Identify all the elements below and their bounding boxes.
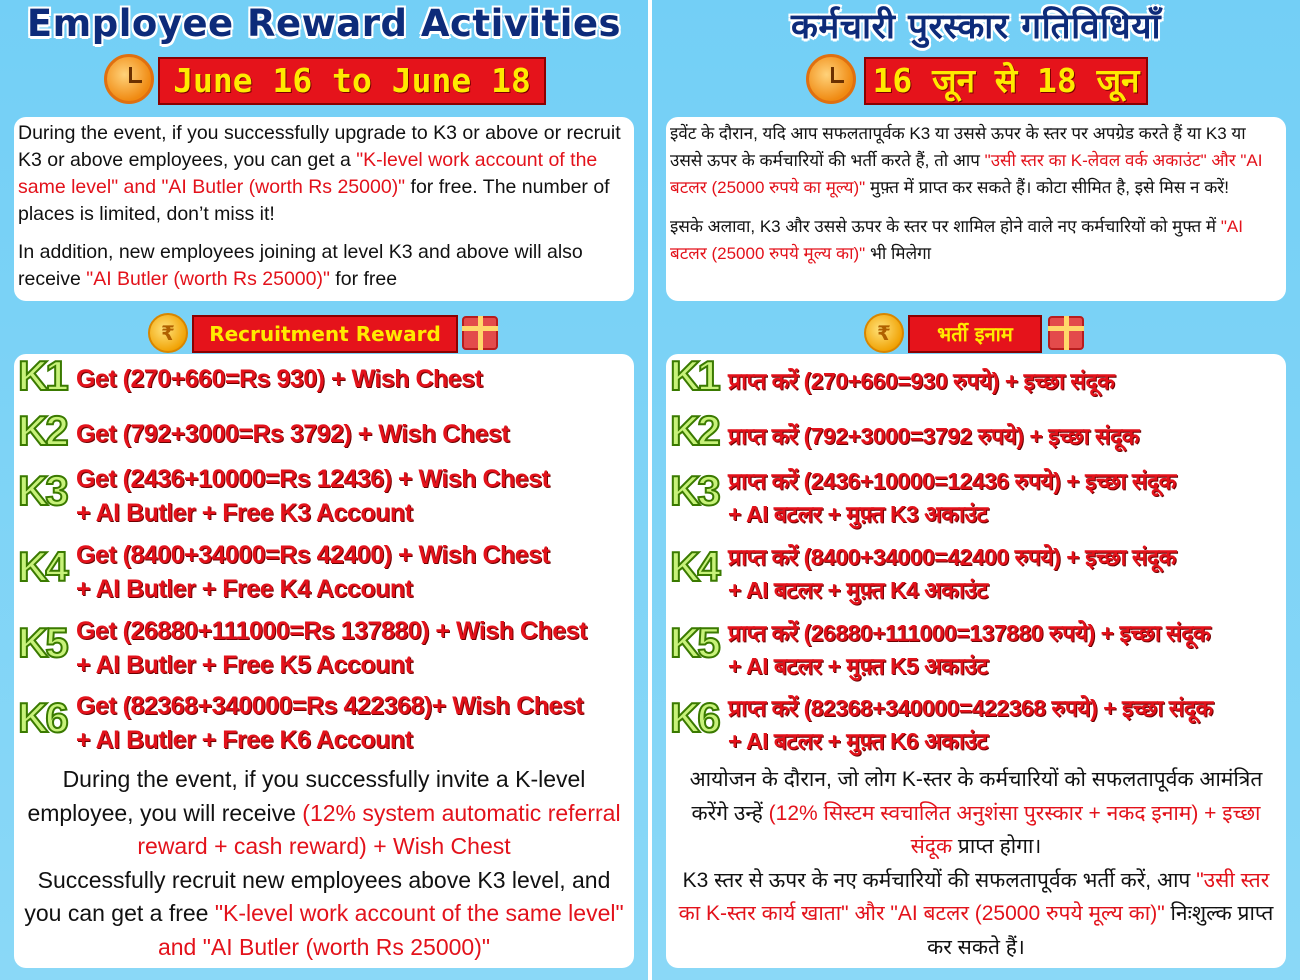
level-reward-line: प्राप्त करें (2436+10000=12436 रुपये) + इच्छा संदूक [728,468,1176,494]
bottom-text [666,763,1286,964]
intro-paragraph-1: During the event, if you successfully upgrade to K3 or above or recruit K3 or above employees, you can get a "K-level work account of the same level" and "AI Butler (worth Rs 25000)" for free. The number of places is limited, don’t miss it! [18,122,621,225]
level-tag: K1 [18,352,66,399]
level-tag: K4 [670,543,718,590]
level-tag: K4 [18,543,66,590]
hindi-panel [652,0,1300,980]
level-reward-line: Get (26880+111000=Rs 137880) + Wish Chest [76,617,587,645]
level-reward-line-2: + AI बटलर + मुफ़्त K3 अकाउंट [728,501,988,527]
level-reward-line-2: + AI बटलर + मुफ़्त K5 अकाउंट [728,653,988,679]
intro-paragraph-2: In addition, new employees joining at level K3 and above will also receive "AI Butler (worth Rs 25000)" for free [18,241,583,290]
english-panel [0,0,648,980]
level-reward-line: Get (8400+34000=Rs 42400) + Wish Chest [76,541,550,569]
level-reward-line-2: + AI बटलर + मुफ़्त K6 अकाउंट [728,728,988,754]
bottom-text [14,763,634,964]
level-reward-line: प्राप्त करें (82368+340000=422368 रुपये) + इच्छा संदूक [728,695,1213,721]
rupee-coin-icon: ₹ [148,313,188,353]
level-tag: K2 [670,407,718,454]
level-reward-line: Get (2436+10000=Rs 12436) + Wish Chest [76,465,550,493]
level-reward-line-2: + AI Butler + Free K6 Account [76,726,413,754]
page-title: Employee Reward Activities [26,2,622,45]
level-reward-line: Get (792+3000=Rs 3792) + Wish Chest [76,420,510,448]
level-reward-line: प्राप्त करें (26880+111000=137880 रुपये) + इच्छा संदूक [728,620,1211,646]
section-title: Recruitment Reward [192,315,458,353]
intro-card [14,117,634,301]
bottom-paragraph-2: K3 स्तर से ऊपर के नए कर्मचारियों की सफलतापूर्वक भर्ती करें, आप "उसी स्तर का K-स्तर कार्य खाता" और "AI बटलर (25000 रुपये मूल्य का)" निःशुल्क प्राप्त कर सकते हैं। [678,868,1274,959]
bottom-paragraph-2: Successfully recruit new employees above K3 level, and you can get a free "K-level work account of the same level" and "AI Butler (worth Rs 25000)" [24,866,624,960]
level-reward-line: प्राप्त करें (8400+34000=42400 रुपये) + इच्छा संदूक [728,544,1176,570]
page-title: कर्मचारी पुरस्कार गतिविधियाँ [790,7,1162,47]
intro-paragraph-2: इसके अलावा, K3 और उससे ऊपर के स्तर पर शामिल होने वाले नए कर्मचारियों को मुफ्त में "AI बटलर (25000 रुपये मूल्य का)" भी मिलेगा [670,217,1243,263]
reward-card [666,354,1286,968]
gift-box-icon [1048,316,1084,350]
alarm-clock-icon [104,54,154,104]
level-tag: K1 [670,352,718,399]
intro-card [666,117,1286,301]
level-tag: K6 [670,694,718,741]
level-reward-line-2: + AI Butler + Free K5 Account [76,651,413,679]
level-tag: K2 [18,407,66,454]
alarm-clock-icon [806,54,856,104]
date-banner: June 16 to June 18 [158,57,546,105]
bottom-paragraph-1: आयोजन के दौरान, जो लोग K-स्तर के कर्मचारियों को सफलतापूर्वक आमंत्रित करेंगे उन्हें (12% सिस्टम स्वचालित अनुशंसा पुरस्कार + नकद इनाम) + इच्छा संदूक प्राप्त होगा। [689,768,1263,858]
section-title: भर्ती इनाम [908,315,1042,353]
level-reward-line-2: + AI Butler + Free K4 Account [76,575,413,603]
level-tag: K3 [670,467,718,514]
level-reward-line: Get (270+660=Rs 930) + Wish Chest [76,365,483,393]
level-tag: K3 [18,467,66,514]
level-reward-line-2: + AI Butler + Free K3 Account [76,499,413,527]
intro-paragraph-1: इवेंट के दौरान, यदि आप सफलतापूर्वक K3 या उससे ऊपर के स्तर पर अपग्रेड करते हैं या K3 या उससे ऊपर के कर्मचारियों की भर्ती करते हैं, तो आप "उसी स्तर का K-लेवल वर्क अकाउंट" और "AI बटलर (25000 रुपये का मूल्य)" मुफ़्त में प्राप्त कर सकते हैं। कोटा सीमित है, इसे मिस न करें! [670,124,1263,197]
level-reward-line-2: + AI बटलर + मुफ़्त K4 अकाउंट [728,577,988,603]
reward-card [14,354,634,968]
level-tag: K5 [18,619,66,666]
level-reward-line: प्राप्त करें (270+660=930 रुपये) + इच्छा संदूक [728,368,1115,394]
level-tag: K6 [18,694,66,741]
level-reward-line: प्राप्त करें (792+3000=3792 रुपये) + इच्छा संदूक [728,423,1139,449]
gift-box-icon [462,316,498,350]
level-reward-line: Get (82368+340000=Rs 422368)+ Wish Chest [76,692,584,720]
bottom-paragraph-1: During the event, if you successfully invite a K-level employee, you will receive (12% system automatic referral reward + cash reward) + Wish Chest [27,766,621,859]
date-banner: 16 जून से 18 जून [864,57,1148,105]
rupee-coin-icon: ₹ [864,313,904,353]
level-tag: K5 [670,619,718,666]
